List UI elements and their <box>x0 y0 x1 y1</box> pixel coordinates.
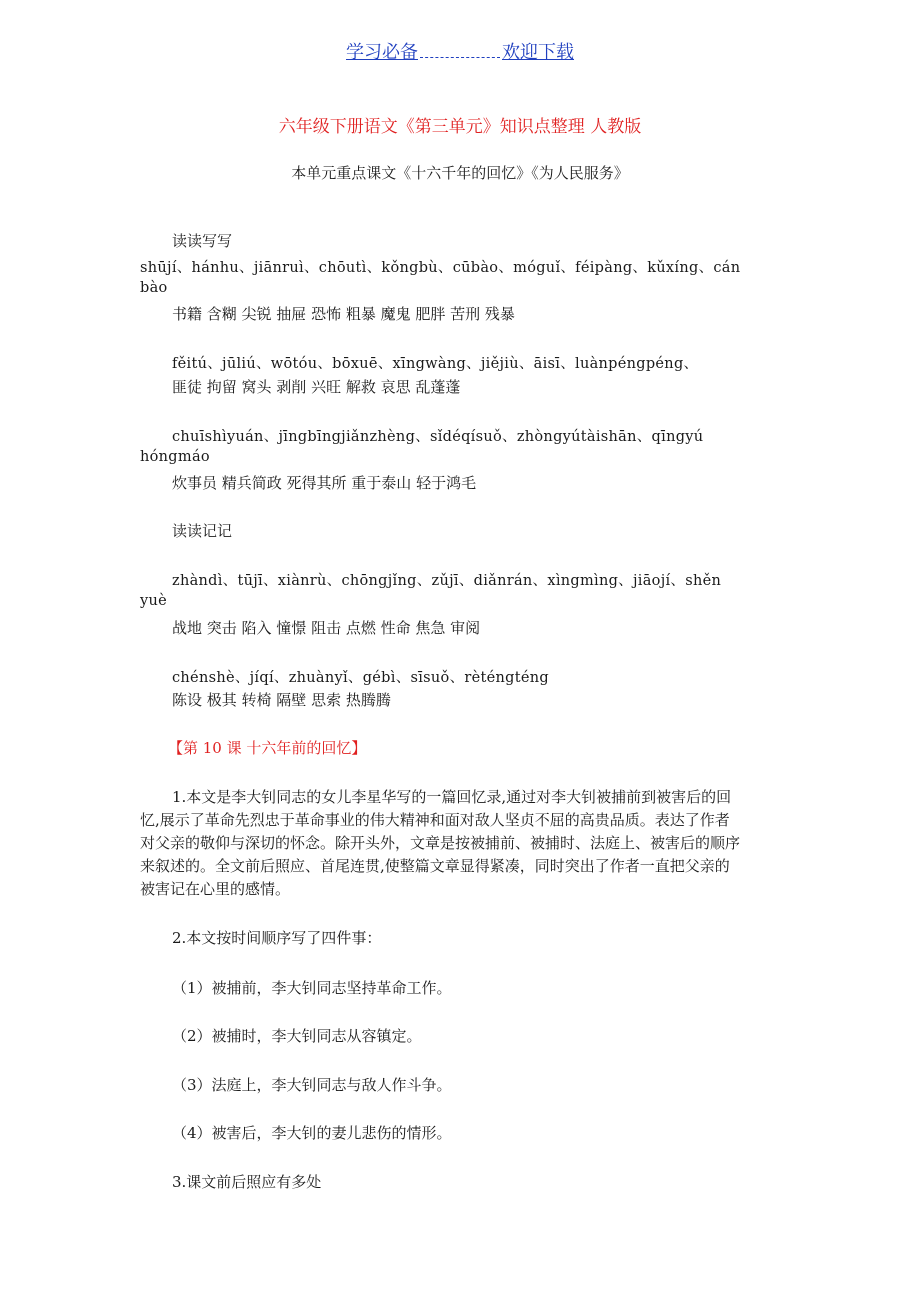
paragraph-line: 3.课文前后照应有多处 <box>172 1173 322 1191</box>
paragraph-line: 1.本文是李大钊同志的女儿李星华写的一篇回忆录,通过对李大钊被捕前到被害后的回 <box>172 788 732 806</box>
event-item: （3）法庭上，李大钊同志与敌人作斗争。 <box>172 1076 452 1094</box>
vocab-words: 书籍 含糊 尖锐 抽屉 恐怖 粗暴 魔鬼 肥胖 苦刑 残暴 <box>172 305 515 323</box>
header-dashed-gap <box>420 57 500 58</box>
document-subtitle: 本单元重点课文《十六千年的回忆》《为人民服务》 <box>291 164 629 182</box>
page-header <box>0 38 920 64</box>
vocab-words: 战地 突击 陷入 憧憬 阻击 点燃 性命 焦急 审阅 <box>172 619 481 637</box>
document-title: 六年级下册语文《第三单元》知识点整理 人教版 <box>278 117 642 137</box>
paragraph-line: 来叙述的。全文前后照应、首尾连贯,使整篇文章显得紧凑，同时突出了作者一直把父亲的 <box>140 857 730 875</box>
header-left-text: 学习必备 <box>346 42 418 63</box>
pinyin-line: shūjí、hánhu、jiānruì、chōutì、kǒngbù、cūbào、móguǐ、féipàng、kǔxíng、cán <box>140 260 741 276</box>
pinyin-line: zhàndì、tūjī、xiànrù、chōngjǐng、zǔjī、diǎnrán、xìngmìng、jiāojí、shěn <box>172 573 722 589</box>
event-item: （2）被捕时，李大钊同志从容镇定。 <box>172 1027 422 1045</box>
lesson-heading: 【第 10 课 十六年前的回忆】 <box>168 739 367 757</box>
header-right-text: 欢迎下载 <box>502 42 574 63</box>
paragraph-line: 对父亲的敬仰与深切的怀念。除开头外，文章是按被捕前、被捕时、法庭上、被害后的顺序 <box>140 834 741 852</box>
read-remember-heading: 读读记记 <box>172 522 233 540</box>
pinyin-line: hóngmáo <box>140 449 210 465</box>
paragraph-line: 2.本文按时间顺序写了四件事： <box>172 929 382 947</box>
read-write-heading: 读读写写 <box>172 232 233 250</box>
vocab-words: 陈设 极其 转椅 隔壁 思索 热腾腾 <box>172 691 391 709</box>
pinyin-line: yuè <box>140 593 168 609</box>
pinyin-line: fěitú、jūliú、wōtóu、bōxuē、xīngwàng、jiějiù、āisī、luànpéngpéng、 <box>172 356 699 372</box>
paragraph-line: 被害记在心里的感情。 <box>140 880 291 898</box>
pinyin-line: chuīshìyuán、jīngbīngjiǎnzhèng、sǐdéqísuǒ、zhòngyútàishān、qīngyú <box>172 429 704 445</box>
vocab-words: 匪徒 拘留 窝头 剥削 兴旺 解救 哀思 乱蓬蓬 <box>172 378 461 396</box>
vocab-words: 炊事员 精兵简政 死得其所 重于泰山 轻于鸿毛 <box>172 474 477 492</box>
event-item: （1）被捕前，李大钊同志坚持革命工作。 <box>172 979 452 997</box>
pinyin-line: bào <box>140 280 168 296</box>
event-item: （4）被害后，李大钊的妻儿悲伤的情形。 <box>172 1124 452 1142</box>
paragraph-line: 忆,展示了革命先烈忠于革命事业的伟大精神和面对敌人坚贞不屈的高贵品质。表达了作者 <box>140 811 730 829</box>
pinyin-line: chénshè、jíqí、zhuànyǐ、gébì、sīsuǒ、rèténgténg <box>172 670 549 686</box>
